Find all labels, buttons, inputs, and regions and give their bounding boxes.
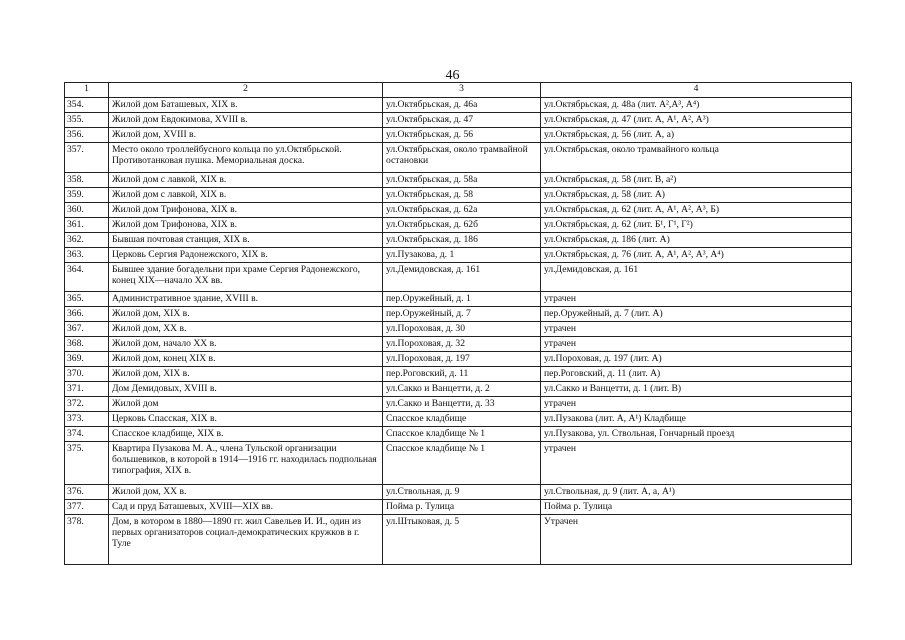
object-name-cell: Дом Демидовых, XVIII в. [109, 382, 383, 397]
row-number-cell: 369. [65, 352, 109, 367]
row-number-cell: 374. [65, 427, 109, 442]
current-address-cell: пер.Оружейный, д. 7 (лит. А) [541, 307, 852, 322]
row-number-cell: 367. [65, 322, 109, 337]
table-row [65, 173, 852, 188]
current-address-cell: ул.Октябрьская, д. 76 (лит. А, А¹, А², А³, А⁴) [541, 248, 852, 263]
monuments-table [64, 82, 852, 565]
object-name-cell: Жилой дом, XIX в. [109, 367, 383, 382]
object-name-cell: Жилой дом Баташевых, XIX в. [109, 98, 383, 113]
row-number-cell: 378. [65, 515, 109, 565]
row-number-cell: 377. [65, 500, 109, 515]
table-row [65, 412, 852, 427]
address-cell: ул.Октябрьская, д. 46а [383, 98, 541, 113]
row-number-cell: 375. [65, 442, 109, 485]
object-name-cell: Жилой дом [109, 397, 383, 412]
address-cell: ул.Штыковая, д. 5 [383, 515, 541, 565]
row-number-cell: 372. [65, 397, 109, 412]
header-row [65, 83, 852, 98]
row-number-cell: 368. [65, 337, 109, 352]
table-row [65, 515, 852, 565]
object-name-cell: Жилой дом, XIX в. [109, 307, 383, 322]
row-number-cell: 373. [65, 412, 109, 427]
current-address-cell: утрачен [541, 337, 852, 352]
page-number: 46 [445, 68, 460, 83]
table-row [65, 233, 852, 248]
current-address-cell: ул.Октябрьская, около трамвайного кольца [541, 143, 852, 173]
header-col-1: 1 [65, 83, 109, 98]
row-number-cell: 365. [65, 292, 109, 307]
header-col-2: 2 [109, 83, 383, 98]
current-address-cell: утрачен [541, 397, 852, 412]
object-name-cell: Жилой дом Трифонова, XIX в. [109, 218, 383, 233]
address-cell: ул.Октябрьская, д. 58 [383, 188, 541, 203]
table-row [65, 442, 852, 485]
address-cell: ул.Октябрьская, д. 186 [383, 233, 541, 248]
table-row [65, 113, 852, 128]
row-number-cell: 376. [65, 485, 109, 500]
object-name-cell: Жилой дом, XX в. [109, 485, 383, 500]
address-cell: ул.Пузакова, д. 1 [383, 248, 541, 263]
table-row [65, 307, 852, 322]
current-address-cell: ул.Октябрьская, д. 58 (лит. А) [541, 188, 852, 203]
address-cell: ул.Пороховая, д. 32 [383, 337, 541, 352]
table-row [65, 218, 852, 233]
header-col-4: 4 [541, 83, 852, 98]
current-address-cell: ул.Октябрьская, д. 62 (лит. Б¹, Г¹, Г²) [541, 218, 852, 233]
table-row [65, 128, 852, 143]
table-row [65, 382, 852, 397]
table-row [65, 263, 852, 292]
header-col-3: 3 [383, 83, 541, 98]
current-address-cell: Пойма р. Тулица [541, 500, 852, 515]
object-name-cell: Церковь Сергия Радонежского, XIX в. [109, 248, 383, 263]
row-number-cell: 370. [65, 367, 109, 382]
address-cell: ул.Октябрьская, д. 62б [383, 218, 541, 233]
row-number-cell: 371. [65, 382, 109, 397]
object-name-cell: Жилой дом, конец XIX в. [109, 352, 383, 367]
current-address-cell: утрачен [541, 322, 852, 337]
object-name-cell: Жилой дом Евдокимова, XVIII в. [109, 113, 383, 128]
address-cell: ул.Октябрьская, д. 56 [383, 128, 541, 143]
row-number-cell: 356. [65, 128, 109, 143]
address-cell: Спасское кладбище № 1 [383, 427, 541, 442]
address-cell: ул.Октябрьская, д. 62а [383, 203, 541, 218]
object-name-cell: Церковь Спасская, XIX в. [109, 412, 383, 427]
object-name-cell: Спасское кладбище, XIX в. [109, 427, 383, 442]
address-cell: ул.Ствольная, д. 9 [383, 485, 541, 500]
row-number-cell: 366. [65, 307, 109, 322]
address-cell: пер.Оружейный, д. 1 [383, 292, 541, 307]
table-row [65, 427, 852, 442]
object-name-cell: Административное здание, XVIII в. [109, 292, 383, 307]
address-cell: пер.Роговский, д. 11 [383, 367, 541, 382]
current-address-cell: утрачен [541, 442, 852, 485]
current-address-cell: ул.Пороховая, д. 197 (лит. А) [541, 352, 852, 367]
table-row [65, 322, 852, 337]
address-cell: ул.Сакко и Ванцетти, д. 2 [383, 382, 541, 397]
address-cell: Спасское кладбище № 1 [383, 442, 541, 485]
address-cell: ул.Пороховая, д. 197 [383, 352, 541, 367]
current-address-cell: ул.Демидовская, д. 161 [541, 263, 852, 292]
row-number-cell: 358. [65, 173, 109, 188]
object-name-cell: Жилой дом с лавкой, XIX в. [109, 173, 383, 188]
row-number-cell: 362. [65, 233, 109, 248]
row-number-cell: 354. [65, 98, 109, 113]
table-row [65, 188, 852, 203]
object-name-cell: Квартира Пузакова М. А., члена Тульской организации большевиков, в которой в 1914—1916 гг. находилась подпольная типография, XIX в. [109, 442, 383, 485]
address-cell: ул.Пороховая, д. 30 [383, 322, 541, 337]
current-address-cell: утрачен [541, 292, 852, 307]
row-number-cell: 359. [65, 188, 109, 203]
table-row [65, 397, 852, 412]
row-number-cell: 364. [65, 263, 109, 292]
object-name-cell: Жилой дом, XX в. [109, 322, 383, 337]
address-cell: Пойма р. Тулица [383, 500, 541, 515]
table-row [65, 337, 852, 352]
object-name-cell: Жилой дом, XVIII в. [109, 128, 383, 143]
address-cell: Спасское кладбище [383, 412, 541, 427]
current-address-cell: ул.Октябрьская, д. 186 (лит. А) [541, 233, 852, 248]
table-row [65, 143, 852, 173]
object-name-cell: Дом, в котором в 1880—1890 гг. жил Савельев И. И., один из первых организаторов социал-демократических кружков в г. Туле [109, 515, 383, 565]
table-row [65, 292, 852, 307]
current-address-cell: ул.Ствольная, д. 9 (лит. А, а, А¹) [541, 485, 852, 500]
table-row [65, 500, 852, 515]
object-name-cell: Жилой дом Трифонова, XIX в. [109, 203, 383, 218]
current-address-cell: пер.Роговский, д. 11 (лит. А) [541, 367, 852, 382]
address-cell: ул.Октябрьская, д. 47 [383, 113, 541, 128]
table-row [65, 367, 852, 382]
current-address-cell: ул.Сакко и Ванцетти, д. 1 (лит. В) [541, 382, 852, 397]
table-row [65, 248, 852, 263]
object-name-cell: Сад и пруд Баташевых, XVIII—XIX вв. [109, 500, 383, 515]
address-cell: ул.Демидовская, д. 161 [383, 263, 541, 292]
current-address-cell: Утрачен [541, 515, 852, 565]
object-name-cell: Бывшая почтовая станция, XIX в. [109, 233, 383, 248]
table-row [65, 485, 852, 500]
object-name-cell: Бывшее здание богадельни при храме Сергия Радонежского, конец XIX—начало XX вв. [109, 263, 383, 292]
row-number-cell: 360. [65, 203, 109, 218]
object-name-cell: Место около троллейбусного кольца по ул.Октябрьской. Противотанковая пушка. Мемориальная доска. [109, 143, 383, 173]
current-address-cell: ул.Октябрьская, д. 47 (лит. А, А¹, А², А³) [541, 113, 852, 128]
table-row [65, 352, 852, 367]
address-cell: ул.Сакко и Ванцетти, д. 33 [383, 397, 541, 412]
row-number-cell: 355. [65, 113, 109, 128]
current-address-cell: ул.Октябрьская, д. 56 (лит. А, а) [541, 128, 852, 143]
address-cell: ул.Октябрьская, д. 58а [383, 173, 541, 188]
row-number-cell: 357. [65, 143, 109, 173]
table-row [65, 203, 852, 218]
address-cell: ул.Октябрьская, около трамвайной остановки [383, 143, 541, 173]
current-address-cell: ул.Октябрьская, д. 48а (лит. А²,А³, А⁴) [541, 98, 852, 113]
table-row [65, 98, 852, 113]
current-address-cell: ул.Пузакова, ул. Ствольная, Гончарный проезд [541, 427, 852, 442]
current-address-cell: ул.Октябрьская, д. 62 (лит. А, А¹, А², А³, Б) [541, 203, 852, 218]
current-address-cell: ул.Октябрьская, д. 58 (лит. В, а²) [541, 173, 852, 188]
row-number-cell: 361. [65, 218, 109, 233]
address-cell: пер.Оружейный, д. 7 [383, 307, 541, 322]
object-name-cell: Жилой дом, начало XX в. [109, 337, 383, 352]
object-name-cell: Жилой дом с лавкой, XIX в. [109, 188, 383, 203]
row-number-cell: 363. [65, 248, 109, 263]
current-address-cell: ул.Пузакова (лит. А, А¹) Кладбище [541, 412, 852, 427]
